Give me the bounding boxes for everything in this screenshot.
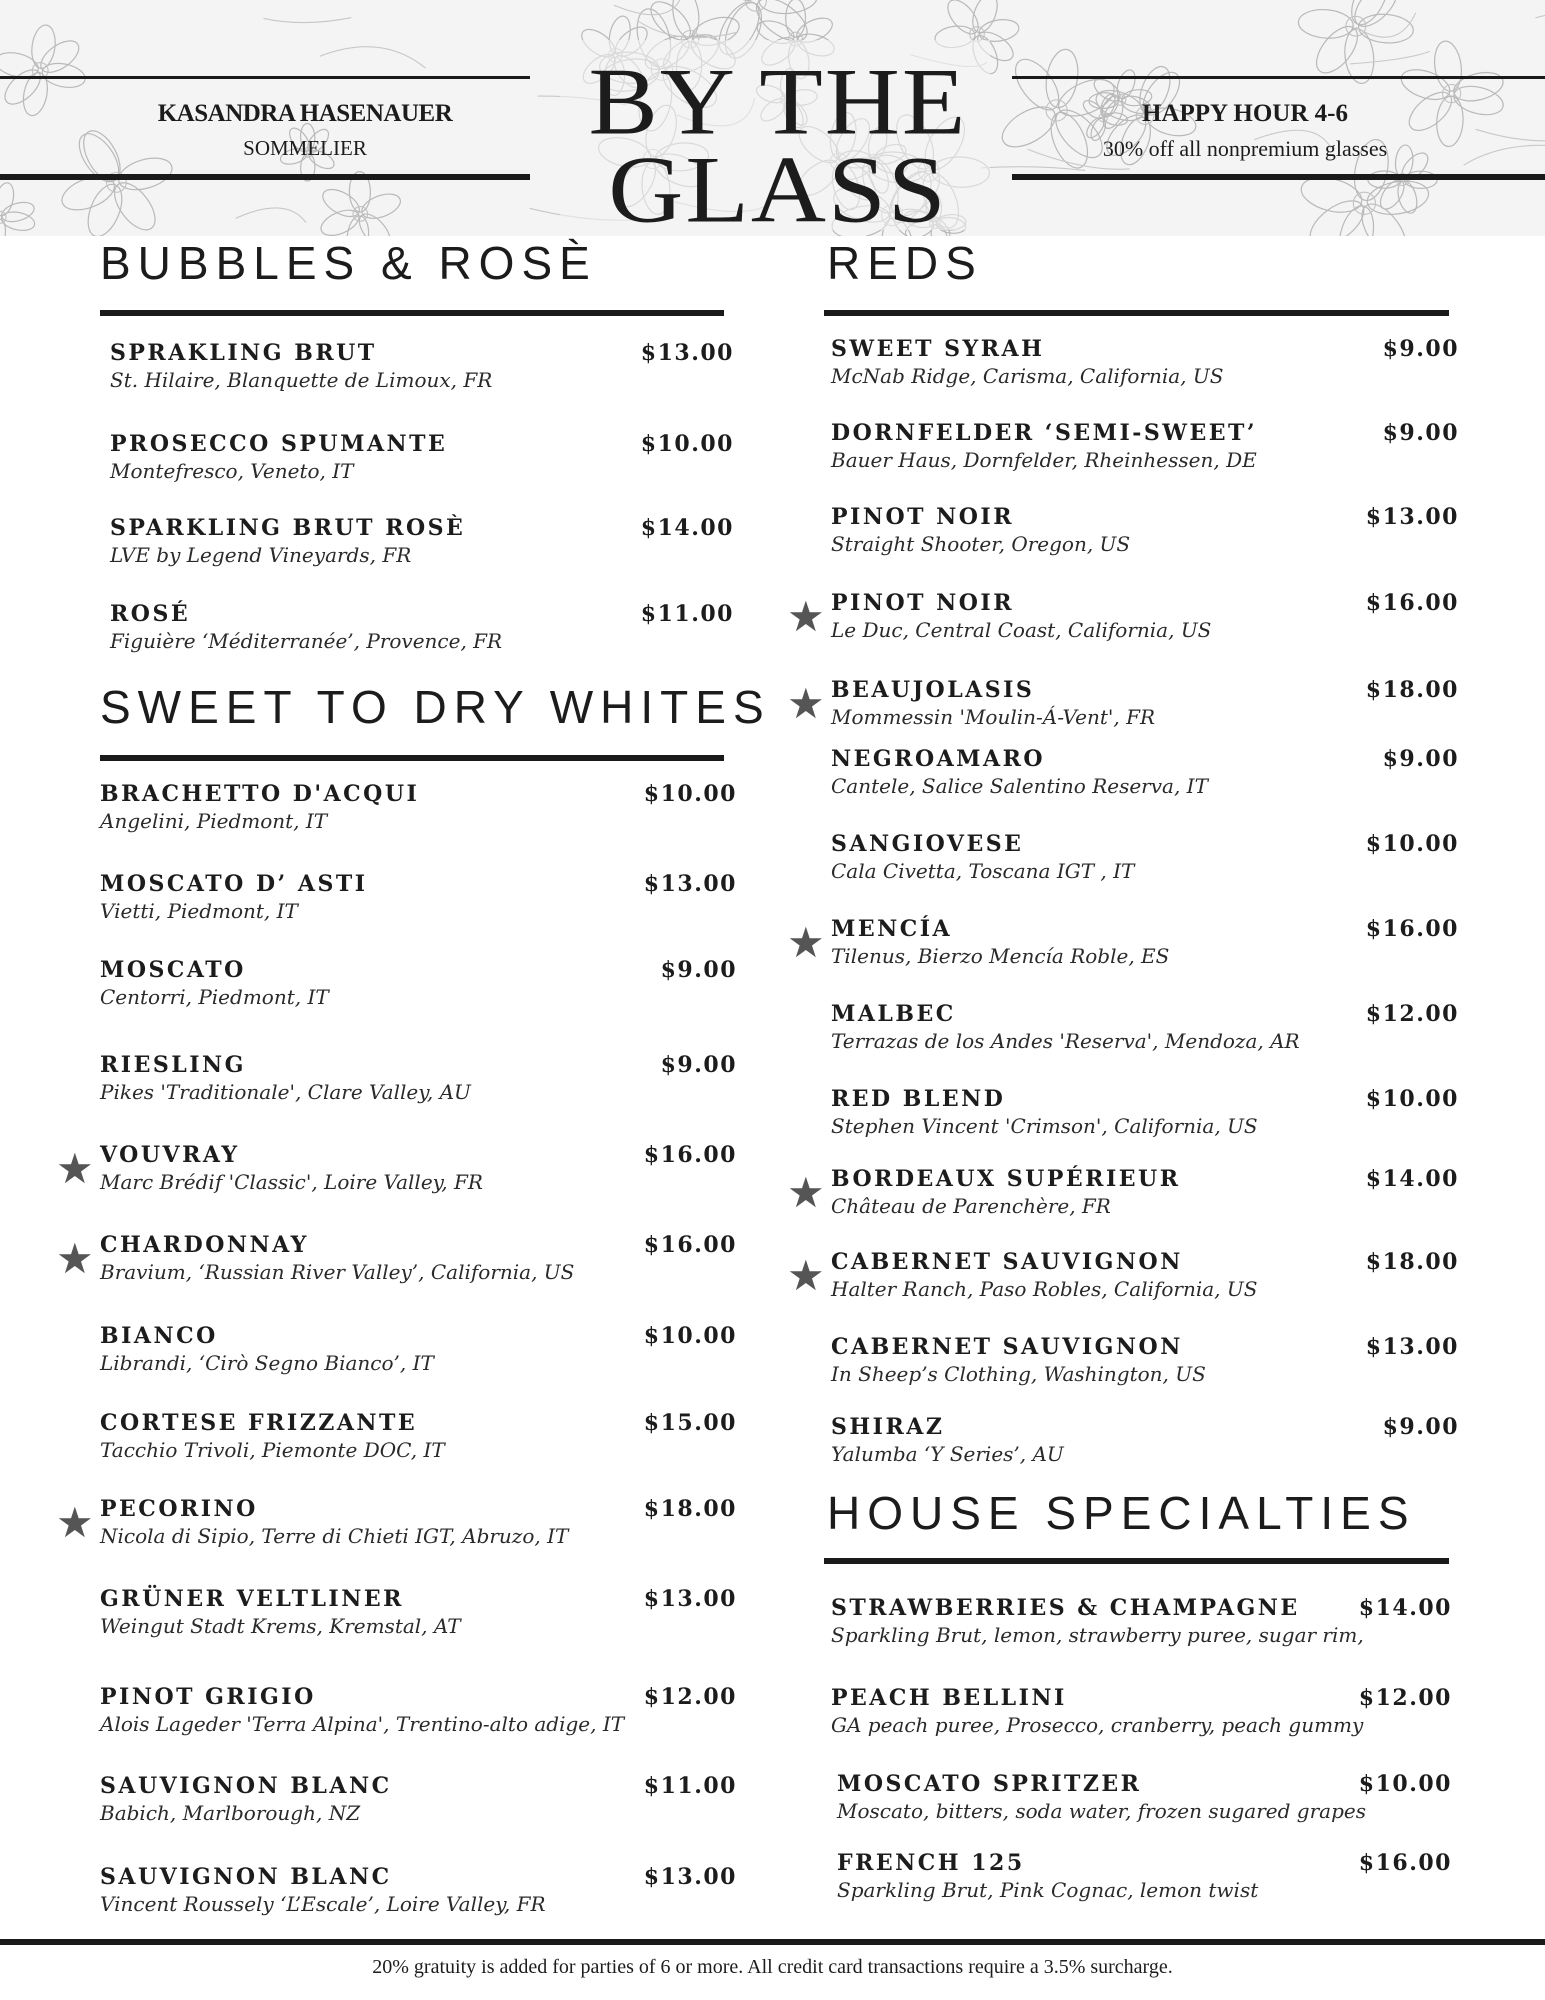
- menu-item: [100, 871, 737, 927]
- menu-item: [100, 1232, 737, 1288]
- item-name: CABERNET SAUVIGNON: [831, 1334, 1183, 1360]
- star-icon: ★: [787, 592, 825, 641]
- menu-item: [100, 1586, 737, 1642]
- item-name: STRAWBERRIES & CHAMPAGNE: [831, 1595, 1300, 1621]
- menu-item: [831, 336, 1459, 392]
- item-price: $11.00: [643, 1773, 737, 1799]
- item-name: SPRAKLING BRUT: [110, 340, 377, 366]
- item-price: $10.00: [643, 1323, 737, 1349]
- item-name: SHIRAZ: [831, 1414, 945, 1440]
- item-price: $10.00: [643, 781, 737, 807]
- header-rule-right-bottom: [1012, 174, 1545, 180]
- menu-item: [831, 1334, 1459, 1390]
- item-price: $18.00: [1365, 1249, 1459, 1275]
- happy-hour-deal: 30% off all nonpremium glasses: [1102, 136, 1388, 161]
- item-description: Centorri, Piedmont, IT: [100, 985, 329, 1009]
- item-description: Marc Brédif 'Classic', Loire Valley, FR: [100, 1170, 483, 1194]
- item-name: RED BLEND: [831, 1086, 1006, 1112]
- menu-item: [831, 677, 1459, 733]
- item-description: Alois Lageder 'Terra Alpina', Trentino-alto adige, IT: [100, 1712, 625, 1736]
- item-description: GA peach puree, Prosecco, cranberry, peach gummy: [831, 1713, 1364, 1737]
- menu-item: [831, 420, 1459, 476]
- section-title-whites: SWEET TO DRY WHITES: [100, 681, 771, 733]
- item-price: $16.00: [1365, 916, 1459, 942]
- item-description: Mommessin 'Moulin-Á-Vent', FR: [831, 705, 1156, 729]
- item-description: Halter Ranch, Paso Robles, California, US: [831, 1277, 1258, 1301]
- item-price: $13.00: [1365, 1334, 1459, 1360]
- item-price: $10.00: [1358, 1771, 1452, 1797]
- item-name: SAUVIGNON BLANC: [100, 1864, 392, 1890]
- section-rule-whites: [100, 755, 724, 761]
- item-description: Vincent Roussely ‘L’Escale’, Loire Valley, FR: [100, 1892, 546, 1916]
- menu-item: [831, 1166, 1459, 1222]
- item-description: Tacchio Trivoli, Piemonte DOC, IT: [100, 1438, 445, 1462]
- star-icon: ★: [787, 1168, 825, 1217]
- item-description: Angelini, Piedmont, IT: [100, 809, 328, 833]
- item-description: Château de Parenchère, FR: [831, 1194, 1111, 1218]
- item-name: MOSCATO SPRITZER: [837, 1771, 1142, 1797]
- footer-note: 20% gratuity is added for parties of 6 or more. All credit card transactions require a 3.5% surcharge.: [372, 1956, 1173, 1978]
- item-name: PINOT NOIR: [831, 504, 1014, 530]
- menu-item: [110, 515, 734, 571]
- item-name: CABERNET SAUVIGNON: [831, 1249, 1183, 1275]
- menu-item: [831, 504, 1459, 560]
- menu-item: [100, 1773, 737, 1829]
- item-name: DORNFELDER ‘SEMI-SWEET’: [831, 420, 1258, 446]
- item-description: Cantele, Salice Salentino Reserva, IT: [831, 774, 1208, 798]
- item-description: Sparkling Brut, lemon, strawberry puree, sugar rim,: [831, 1623, 1364, 1647]
- item-name: PROSECCO SPUMANTE: [110, 431, 448, 457]
- item-price: $16.00: [643, 1142, 737, 1168]
- menu-item: [100, 957, 737, 1013]
- item-price: $9.00: [1382, 336, 1459, 362]
- item-price: $18.00: [643, 1496, 737, 1522]
- menu-item: [110, 431, 734, 487]
- item-name: BORDEAUX SUPÉRIEUR: [831, 1166, 1181, 1192]
- item-name: MENCÍA: [831, 916, 953, 942]
- star-icon: ★: [787, 679, 825, 728]
- menu-item: [110, 340, 734, 396]
- item-price: $12.00: [1358, 1685, 1452, 1711]
- menu-item: [831, 590, 1459, 646]
- item-description: McNab Ridge, Carisma, California, US: [831, 364, 1224, 388]
- section-rule-house: [824, 1558, 1449, 1564]
- item-price: $10.00: [1365, 1086, 1459, 1112]
- item-description: Le Duc, Central Coast, California, US: [831, 618, 1212, 642]
- item-name: PEACH BELLINI: [831, 1685, 1067, 1711]
- star-icon: ★: [56, 1234, 94, 1283]
- item-price: $13.00: [640, 340, 734, 366]
- happy-hour-title: HAPPY HOUR 4-6: [1142, 100, 1348, 127]
- menu-item: [100, 1684, 737, 1740]
- item-price: $16.00: [1365, 590, 1459, 616]
- item-description: Terrazas de los Andes 'Reserva', Mendoza, AR: [831, 1029, 1300, 1053]
- menu-item: [831, 831, 1459, 887]
- page-title-line-1: BY THE: [588, 48, 968, 155]
- menu-item: [831, 1685, 1452, 1741]
- item-description: Nicola di Sipio, Terre di Chieti IGT, Abruzo, IT: [100, 1524, 569, 1548]
- item-price: $13.00: [643, 1864, 737, 1890]
- page-title-line-2: GLASS: [608, 136, 948, 243]
- menu-item: [831, 1249, 1459, 1305]
- item-price: $13.00: [1365, 504, 1459, 530]
- section-rule-reds: [824, 310, 1449, 316]
- item-name: PINOT GRIGIO: [100, 1684, 316, 1710]
- item-price: $10.00: [640, 431, 734, 457]
- menu-item: [110, 601, 734, 657]
- menu-item: [831, 1595, 1452, 1651]
- header-rule-right-top: [1012, 76, 1545, 79]
- item-price: $10.00: [1365, 831, 1459, 857]
- item-price: $14.00: [1358, 1595, 1452, 1621]
- menu-item: [837, 1850, 1452, 1906]
- item-name: VOUVRAY: [100, 1142, 240, 1168]
- star-icon: ★: [56, 1144, 94, 1193]
- item-name: GRÜNER VELTLINER: [100, 1586, 404, 1612]
- item-price: $13.00: [643, 1586, 737, 1612]
- section-title-reds: REDS: [827, 237, 983, 289]
- menu-item: [100, 1142, 737, 1198]
- section-title-house: HOUSE SPECIALTIES: [827, 1487, 1416, 1539]
- item-price: $9.00: [660, 957, 737, 983]
- item-name: SAUVIGNON BLANC: [100, 1773, 392, 1799]
- menu-item: [100, 1864, 737, 1920]
- item-description: St. Hilaire, Blanquette de Limoux, FR: [110, 368, 493, 392]
- menu-item: [100, 1323, 737, 1379]
- item-name: SANGIOVESE: [831, 831, 1024, 857]
- item-description: Sparkling Brut, Pink Cognac, lemon twist: [837, 1878, 1259, 1902]
- item-name: SPARKLING BRUT ROSÈ: [110, 515, 466, 541]
- item-name: PINOT NOIR: [831, 590, 1014, 616]
- item-description: Montefresco, Veneto, IT: [110, 459, 354, 483]
- menu-item: [831, 1414, 1459, 1470]
- item-price: $16.00: [1358, 1850, 1452, 1876]
- item-description: Bravium, ‘Russian River Valley’, California, US: [100, 1260, 575, 1284]
- header-rule-left-bottom: [0, 174, 530, 180]
- menu-item: [100, 1496, 737, 1552]
- item-name: CORTESE FRIZZANTE: [100, 1410, 418, 1436]
- item-description: In Sheep’s Clothing, Washington, US: [831, 1362, 1206, 1386]
- item-description: Cala Civetta, Toscana IGT , IT: [831, 859, 1135, 883]
- menu-item: [831, 1086, 1459, 1142]
- menu-item: [100, 1052, 737, 1108]
- footer-rule: [0, 1939, 1545, 1945]
- sommelier-name: KASANDRA HASENAUER: [157, 100, 453, 127]
- item-price: $12.00: [1365, 1001, 1459, 1027]
- item-name: PECORINO: [100, 1496, 258, 1522]
- menu-item: [100, 781, 737, 837]
- item-description: Tilenus, Bierzo Mencía Roble, ES: [831, 944, 1170, 968]
- star-icon: ★: [787, 918, 825, 967]
- item-price: $18.00: [1365, 677, 1459, 703]
- item-description: Bauer Haus, Dornfelder, Rheinhessen, DE: [831, 448, 1257, 472]
- item-description: Figuière ‘Méditerranée’, Provence, FR: [110, 629, 503, 653]
- item-description: Straight Shooter, Oregon, US: [831, 532, 1131, 556]
- item-price: $14.00: [640, 515, 734, 541]
- item-name: RIESLING: [100, 1052, 246, 1078]
- sommelier-role: SOMMELIER: [243, 136, 367, 160]
- item-name: SWEET SYRAH: [831, 336, 1045, 362]
- item-name: BRACHETTO D'ACQUI: [100, 781, 420, 807]
- item-description: Pikes 'Traditionale', Clare Valley, AU: [100, 1080, 471, 1104]
- star-icon: ★: [56, 1498, 94, 1547]
- item-price: $14.00: [1365, 1166, 1459, 1192]
- star-icon: ★: [787, 1251, 825, 1300]
- item-name: FRENCH 125: [837, 1850, 1025, 1876]
- item-description: Yalumba ‘Y Series’, AU: [831, 1442, 1064, 1466]
- item-name: CHARDONNAY: [100, 1232, 309, 1258]
- item-price: $9.00: [660, 1052, 737, 1078]
- menu-item: [100, 1410, 737, 1466]
- item-price: $9.00: [1382, 420, 1459, 446]
- item-price: $9.00: [1382, 746, 1459, 772]
- item-name: BEAUJOLASIS: [831, 677, 1035, 703]
- item-description: LVE by Legend Vineyards, FR: [110, 543, 412, 567]
- item-price: $15.00: [643, 1410, 737, 1436]
- item-name: BIANCO: [100, 1323, 218, 1349]
- item-description: Librandi, ‘Cirò Segno Bianco’, IT: [100, 1351, 434, 1375]
- item-price: $9.00: [1382, 1414, 1459, 1440]
- menu-item: [831, 916, 1459, 972]
- item-description: Weingut Stadt Krems, Kremstal, AT: [100, 1614, 461, 1638]
- item-description: Moscato, bitters, soda water, frozen sugared grapes: [837, 1799, 1366, 1823]
- item-price: $12.00: [643, 1684, 737, 1710]
- item-price: $11.00: [640, 601, 734, 627]
- section-title-bubbles: BUBBLES & ROSÈ: [100, 237, 597, 289]
- menu-item: [831, 746, 1459, 802]
- item-description: Stephen Vincent 'Crimson', California, US: [831, 1114, 1258, 1138]
- item-price: $13.00: [643, 871, 737, 897]
- item-name: ROSÉ: [110, 601, 191, 627]
- section-rule-bubbles: [100, 310, 724, 316]
- item-name: MOSCATO D’ ASTI: [100, 871, 368, 897]
- item-description: Babich, Marlborough, NZ: [100, 1801, 361, 1825]
- header-rule-left-top: [0, 76, 530, 79]
- menu-item: [831, 1001, 1459, 1057]
- item-description: Vietti, Piedmont, IT: [100, 899, 298, 923]
- item-name: MALBEC: [831, 1001, 956, 1027]
- item-price: $16.00: [643, 1232, 737, 1258]
- item-name: MOSCATO: [100, 957, 246, 983]
- item-name: NEGROAMARO: [831, 746, 1046, 772]
- menu-item: [837, 1771, 1452, 1827]
